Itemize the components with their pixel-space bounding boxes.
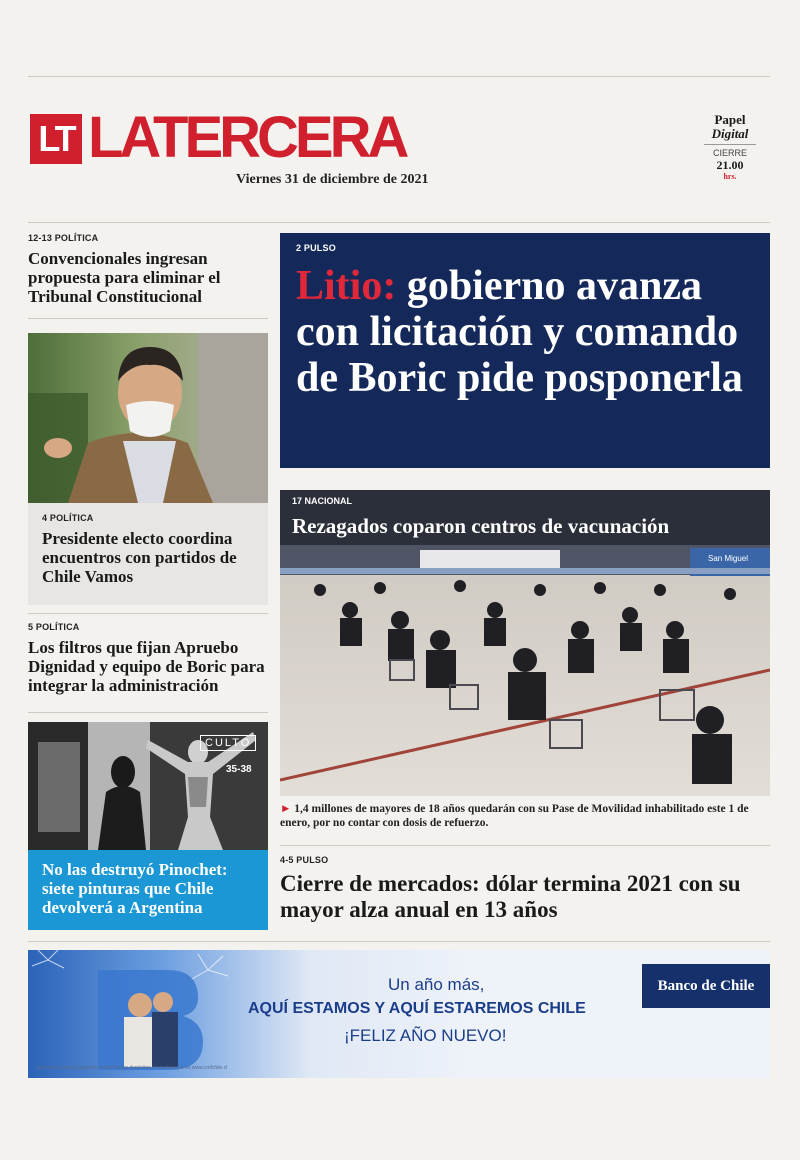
story-mercados[interactable] (280, 855, 770, 923)
story-headline: Cierre de mercados: dólar termina 2021 con su mayor alza anual en 13 años (280, 871, 741, 922)
story-kicker: 5 POLÍTICA (28, 622, 80, 632)
story-tribunal[interactable] (28, 233, 268, 306)
divider (28, 712, 268, 713)
cierre-label: CIERRE (712, 148, 747, 158)
story-kicker: 4-5 PULSO (280, 855, 329, 865)
lead-headline (296, 263, 754, 401)
hrs-label: hrs. (723, 172, 737, 181)
lead-headline-text: gobierno avanza con licitación y comando de Boric pide posponerla (296, 263, 743, 401)
caption-text: 1,4 millones de mayores de 18 años quedarán con su Pase de Movilidad inhabilitado este 1 de enero, por no contar con dosis de refuerzo. (280, 803, 749, 829)
papel-digital-badge (704, 113, 756, 181)
story-pinturas[interactable] (28, 850, 268, 930)
vaccination-photo[interactable] (280, 490, 770, 796)
ad-fine-print: Infórmese sobre la garantía estatal de los depósitos en su banco o en www.cmfchile.cl (36, 1065, 228, 1071)
logo-wordmark: LATERCERA (88, 105, 406, 170)
story-filtros[interactable] (28, 622, 270, 695)
story-headline: No las destruyó Pinochet: siete pinturas que Chile devolverá a Argentina (42, 860, 228, 917)
story-headline: Convencionales ingresan propuesta para eliminar el Tribunal Constitucional (28, 249, 221, 306)
photo-sign: San Miguel (708, 554, 749, 563)
digital-label: Digital (711, 126, 749, 141)
photo-headline: Rezagados coparon centros de vacunación (292, 514, 670, 538)
story-presidente[interactable] (28, 503, 268, 605)
masthead-rule (28, 222, 770, 223)
ad-illustration (28, 950, 238, 1078)
ad-line3: ¡FELIZ AÑO NUEVO! (344, 1026, 507, 1045)
boric-photo (28, 333, 268, 503)
top-rule (28, 76, 770, 77)
story-headline: Presidente electo coordina encuentros con partidos de Chile Vamos (42, 529, 237, 586)
divider (28, 941, 770, 942)
bank-logo: Banco de Chile (642, 964, 770, 1008)
bank-advertisement[interactable] (28, 950, 770, 1078)
story-kicker: 4 POLÍTICA (42, 513, 94, 523)
edition-date: Viernes 31 de diciembre de 2021 (236, 172, 429, 187)
divider (28, 613, 268, 614)
logo-mark: LT (30, 114, 82, 164)
photo-kicker: 17 NACIONAL (292, 496, 353, 506)
lead-headline-red: Litio: (296, 263, 397, 309)
story-kicker: 12-13 POLÍTICA (28, 233, 99, 243)
culto-pages: 35-38 (226, 764, 252, 775)
photo-caption (280, 802, 770, 830)
divider (704, 144, 756, 145)
cierre-time: 21.00 (716, 158, 744, 172)
divider (28, 318, 268, 319)
caption-arrow-icon: ► (280, 803, 292, 815)
lead-story[interactable] (280, 233, 770, 468)
lead-kicker: 2 PULSO (296, 243, 336, 253)
culto-label: CULTO (200, 735, 256, 751)
boric-photo-illustration (28, 333, 268, 503)
ad-line2: AQUÍ ESTAMOS Y AQUÍ ESTAREMOS CHILE (248, 1000, 586, 1017)
story-headline: Los filtros que fijan Apruebo Dignidad y equipo de Boric para integrar la administración (28, 638, 265, 695)
papel-label: Papel (714, 112, 746, 127)
ad-line1: Un año más, (388, 975, 485, 994)
divider (280, 845, 770, 846)
